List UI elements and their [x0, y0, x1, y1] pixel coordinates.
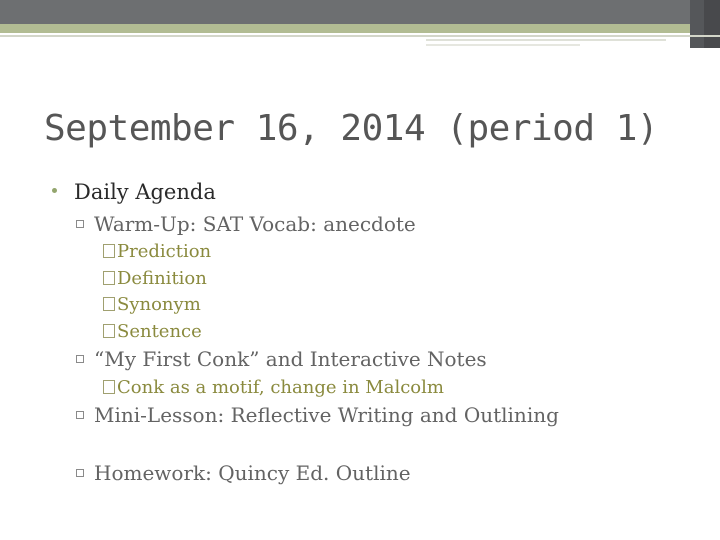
agenda-heading-row — [56, 180, 216, 204]
square-bullet-icon — [76, 355, 84, 363]
missing-glyph-icon — [103, 297, 115, 311]
agenda-heading: Daily Agenda — [74, 180, 216, 204]
agenda-item-label: Mini-Lesson: Reflective Writing and Outlining — [94, 403, 559, 427]
subitem-label: Prediction — [117, 241, 212, 262]
subitem-label: Sentence — [117, 321, 202, 342]
agenda-item-label: Warm-Up: SAT Vocab: anecdote — [94, 212, 416, 236]
agenda-item-conk — [76, 347, 487, 371]
square-bullet-icon — [76, 411, 84, 419]
subitem-label: Conk as a motif, change in Malcolm — [117, 377, 444, 398]
missing-glyph-icon — [103, 271, 115, 285]
subitem-label: Definition — [117, 268, 207, 289]
agenda-item-warmup — [76, 212, 416, 236]
subitem-synonym — [103, 294, 201, 315]
agenda-item-minilesson — [76, 403, 559, 427]
square-bullet-icon — [76, 469, 84, 477]
subitem-definition — [103, 268, 207, 289]
subitem-sentence — [103, 321, 202, 342]
agenda-item-label: “My First Conk” and Interactive Notes — [94, 347, 487, 371]
bullet-dot-icon — [52, 188, 57, 193]
agenda-item-homework — [76, 461, 411, 485]
missing-glyph-icon — [103, 380, 115, 394]
slide-title: September 16, 2014 (period 1) — [44, 108, 659, 149]
agenda-item-label: Homework: Quincy Ed. Outline — [94, 461, 411, 485]
missing-glyph-icon — [103, 324, 115, 338]
missing-glyph-icon — [103, 244, 115, 258]
subitem-conk-motif — [103, 377, 444, 398]
subitem-label: Synonym — [117, 294, 201, 315]
square-bullet-icon — [76, 220, 84, 228]
subitem-prediction — [103, 241, 211, 262]
